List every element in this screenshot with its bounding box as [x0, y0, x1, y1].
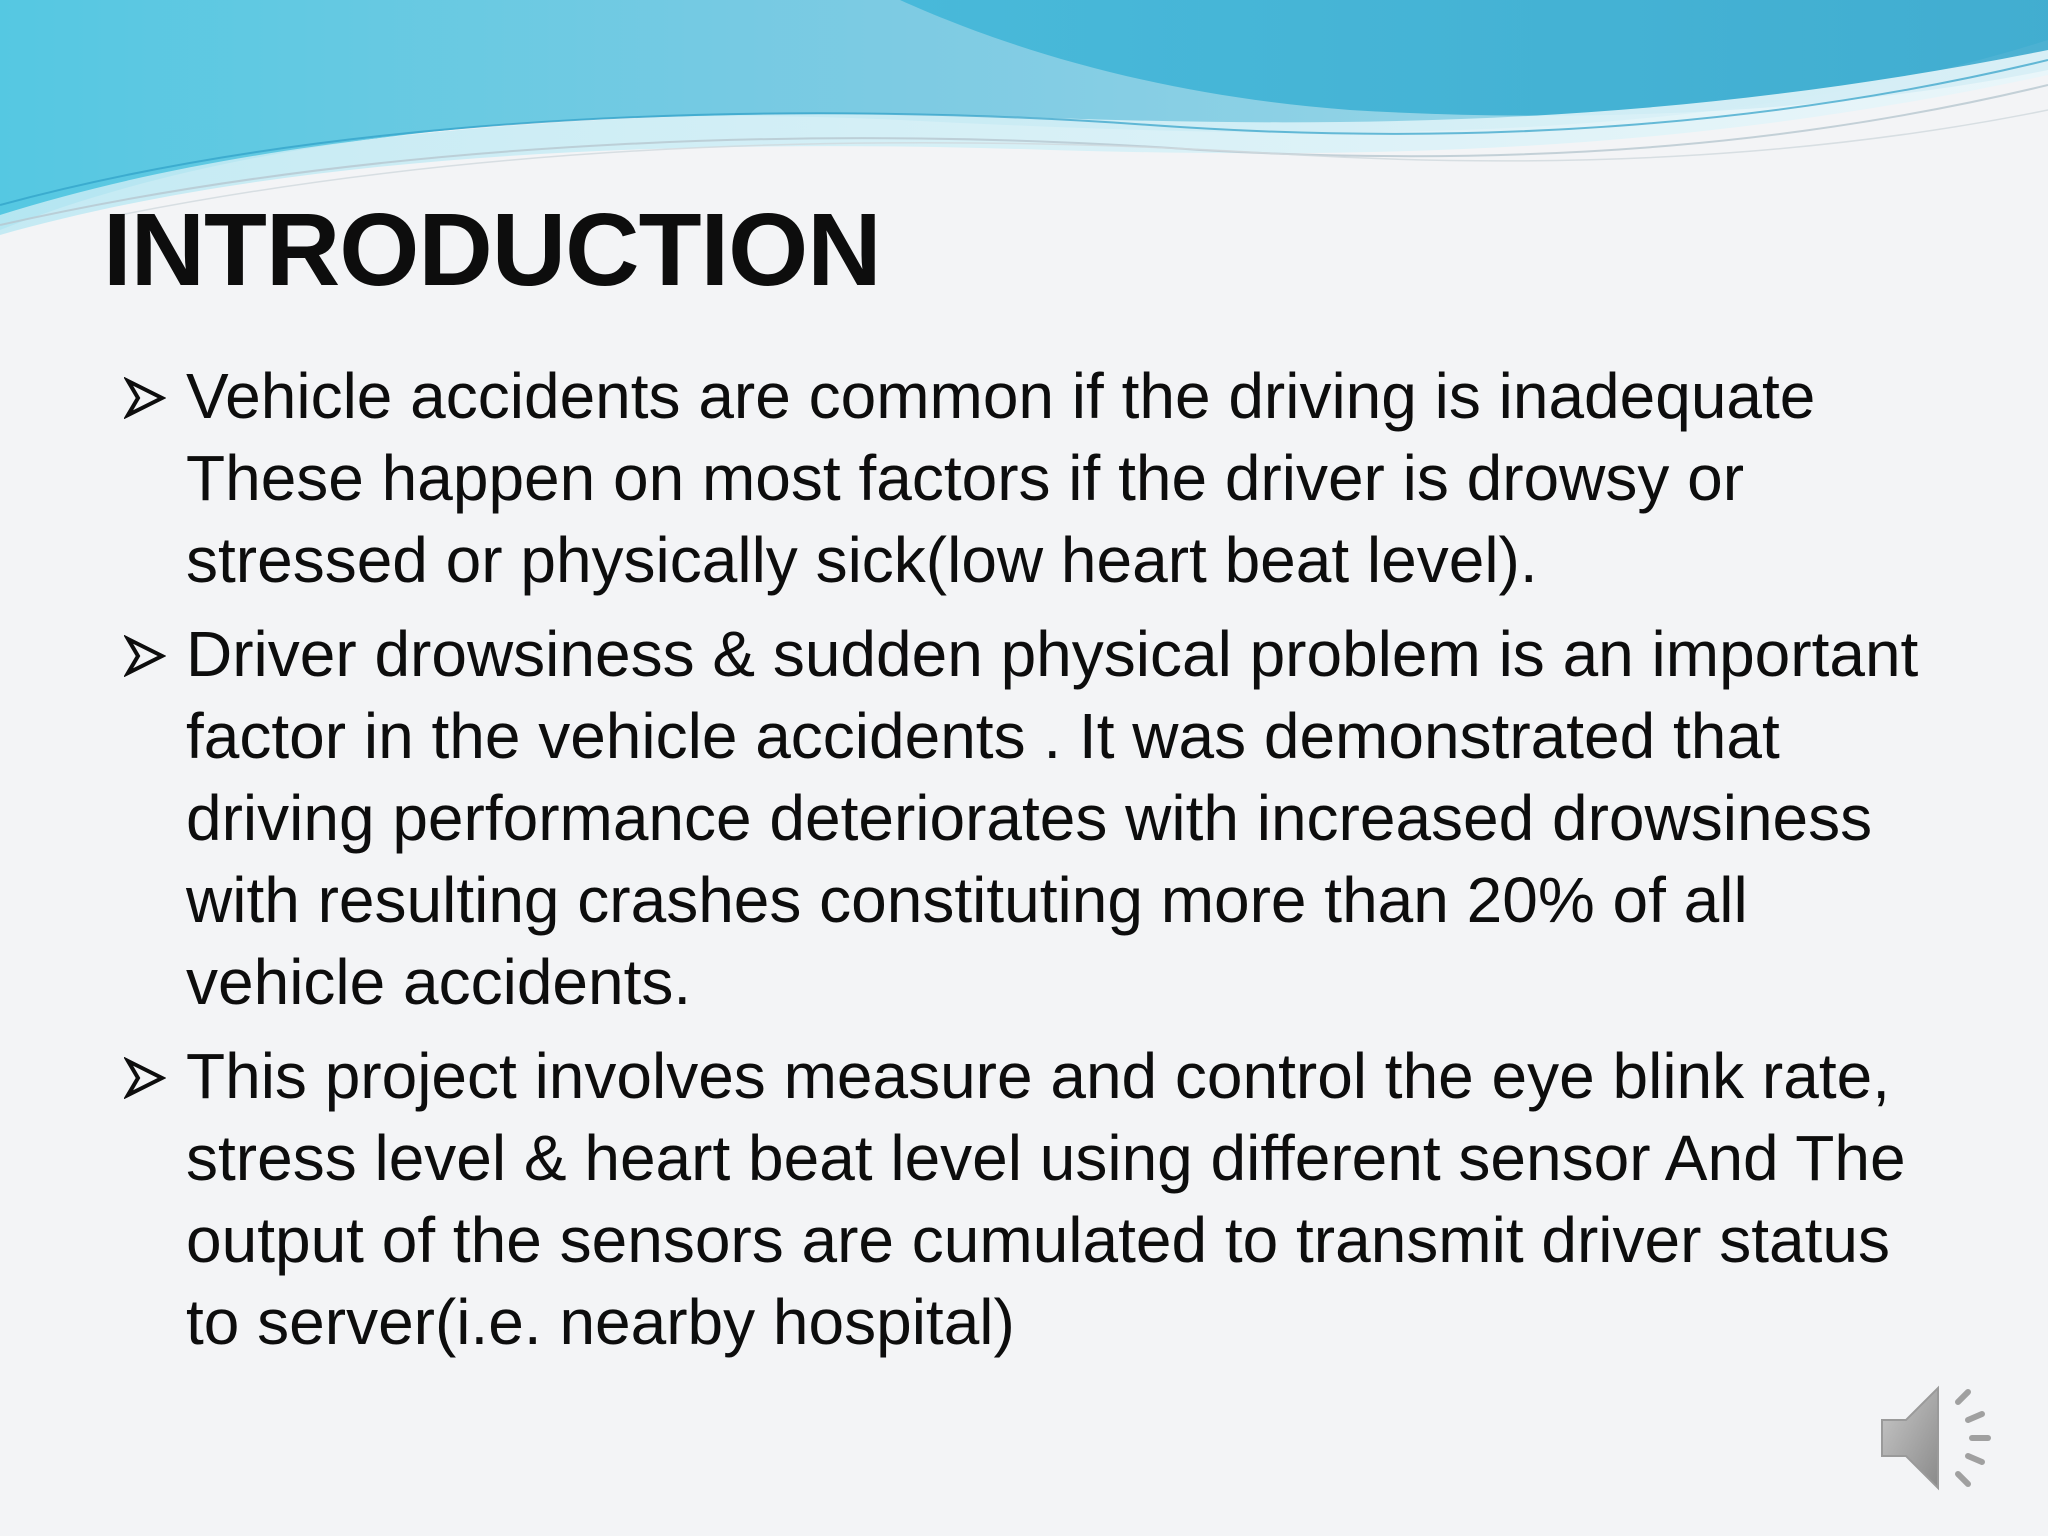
arrow-bullet-icon [124, 635, 166, 677]
arrow-bullet-icon [124, 377, 166, 419]
bullet-text: This project involves measure and control the eye blink rate, stress level & heart beat level using different sensor And The output of the sensors are cumulated to transmit driver status to server(i.e. nearby hospital) [186, 1040, 1906, 1358]
list-item [120, 1035, 1960, 1363]
speaker-icon[interactable] [1872, 1368, 2012, 1508]
list-item [120, 613, 1960, 1023]
arrow-bullet-icon [124, 1057, 166, 1099]
bullet-list [120, 355, 1960, 1375]
bullet-text: Driver drowsiness & sudden physical problem is an important factor in the vehicle accidents . It was demonstrated that driving performance deteriorates with increased drowsiness with resulting crashes constituting more than 20% of all vehicle accidents. [186, 618, 1919, 1018]
page-title: INTRODUCTION [103, 192, 881, 307]
list-item [120, 355, 1960, 601]
bullet-text: Vehicle accidents are common if the driving is inadequate These happen on most factors if the driver is drowsy or stressed or physically sick(low heart beat level). [186, 360, 1816, 596]
